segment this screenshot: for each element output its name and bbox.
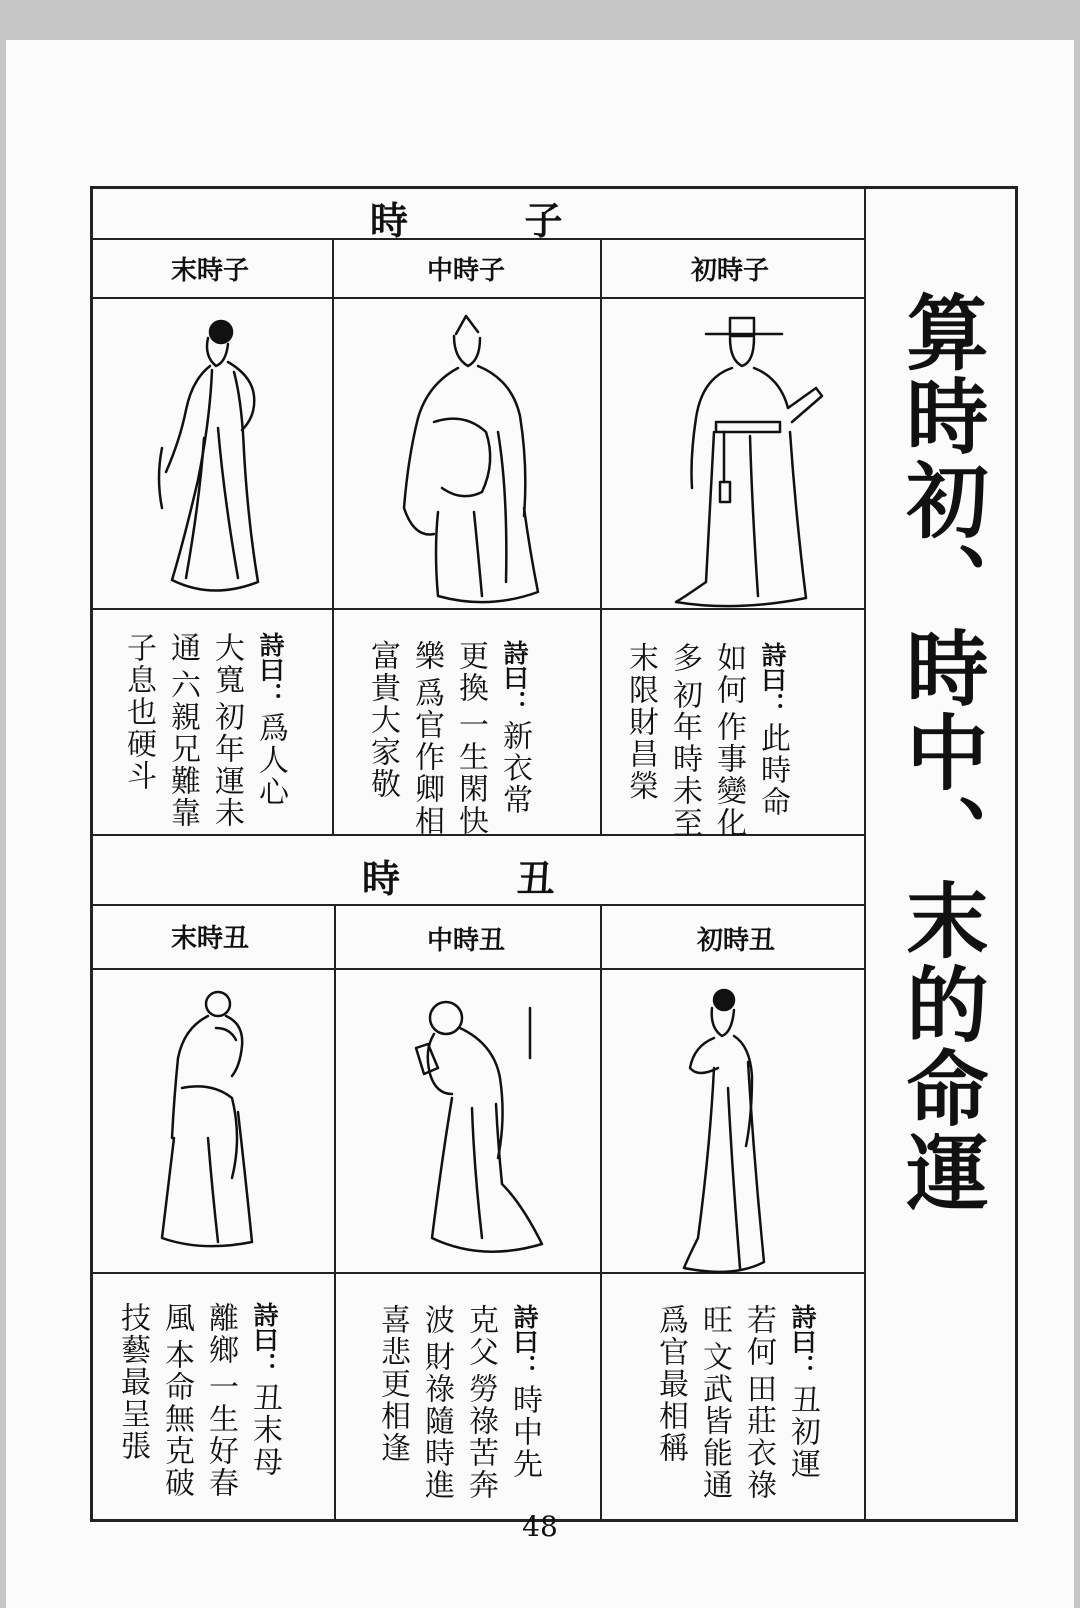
section-title-left: 時 [362, 857, 401, 901]
poem-line: 初年運未通 [165, 632, 244, 830]
poem-line: 爲官作卿相 [409, 677, 444, 838]
divider [90, 968, 864, 970]
poem-line: 技藝最呈張 [115, 1302, 150, 1462]
section-title-right: 丑 [516, 857, 555, 901]
poem-line: 末限財昌榮 [623, 642, 658, 802]
poem-line: 富貴大家敬 [365, 640, 400, 800]
section-title-zi [370, 190, 563, 245]
poem-line: 勞祿苦奔波 [419, 1304, 498, 1502]
poem-line: 作事變化多 [667, 642, 746, 840]
section-title-right: 子 [524, 199, 563, 243]
poem-line: 爲人心大寬 [209, 632, 288, 809]
poem-line: 一生好春風 [159, 1302, 238, 1500]
book-page [6, 40, 1074, 1608]
poem-block [370, 1304, 546, 1504]
column-heading: 末時子 [170, 256, 249, 286]
robed-man-figure-icon [398, 312, 548, 607]
poem-intro: 詩曰： [500, 640, 529, 715]
bowing-monk-figure-icon [402, 988, 552, 1268]
side-title: 算時初、時中、末的命運 [893, 290, 989, 1214]
poem-line: 新衣常更換 [453, 640, 532, 817]
poem-block [648, 1304, 824, 1504]
column-heading: 初時丑 [696, 926, 775, 956]
lady-figure-icon [672, 988, 782, 1278]
poem-block [110, 1302, 286, 1502]
poem-line: 初年時未至 [667, 679, 702, 840]
poem-line: 丑初運若何 [741, 1304, 820, 1481]
poem-block [618, 642, 794, 842]
poem-block [360, 640, 536, 840]
poem-line: 一生閑快樂 [409, 640, 488, 838]
column-heading: 中時丑 [426, 926, 505, 956]
poem-intro: 詩曰： [256, 632, 285, 707]
poem-intro: 詩曰： [758, 642, 787, 717]
poem-line: 田莊衣祿旺 [697, 1304, 776, 1502]
divider [334, 904, 336, 1522]
divider [600, 238, 602, 834]
divider [600, 904, 602, 1522]
poem-intro: 詩曰： [510, 1304, 539, 1379]
poem-line: 時中先克父 [463, 1304, 542, 1481]
column-heading: 末時丑 [170, 924, 249, 954]
divider [90, 904, 864, 906]
section-title-left: 時 [370, 199, 409, 243]
divider [90, 297, 864, 299]
poem-intro: 詩曰： [788, 1304, 817, 1379]
poem-line: 爲官最相稱 [653, 1304, 688, 1464]
woman-figure-icon [146, 308, 276, 603]
poem-line: 本命無克破 [159, 1339, 194, 1500]
page-number: 48 [522, 1510, 558, 1543]
sidebar-divider [864, 186, 866, 1522]
section-title-chou [362, 848, 555, 903]
divider [332, 238, 334, 834]
poem-line: 喜悲更相逢 [375, 1304, 410, 1464]
official-figure-icon [666, 312, 826, 612]
column-heading: 初時子 [690, 256, 769, 286]
poem-block [116, 632, 292, 832]
column-heading: 中時子 [426, 256, 505, 286]
poem-line: 子息也硬斗 [121, 632, 156, 792]
elder-figure-icon [156, 988, 266, 1260]
poem-intro: 詩曰： [250, 1302, 279, 1377]
poem-line: 財祿隨時進 [419, 1341, 454, 1502]
poem-line: 六親兄難靠 [165, 669, 200, 830]
poem-line: 文武皆能通 [697, 1341, 732, 1502]
poem-line: 此時命如何 [711, 642, 790, 819]
poem-line: 丑末母離鄉 [203, 1302, 282, 1479]
